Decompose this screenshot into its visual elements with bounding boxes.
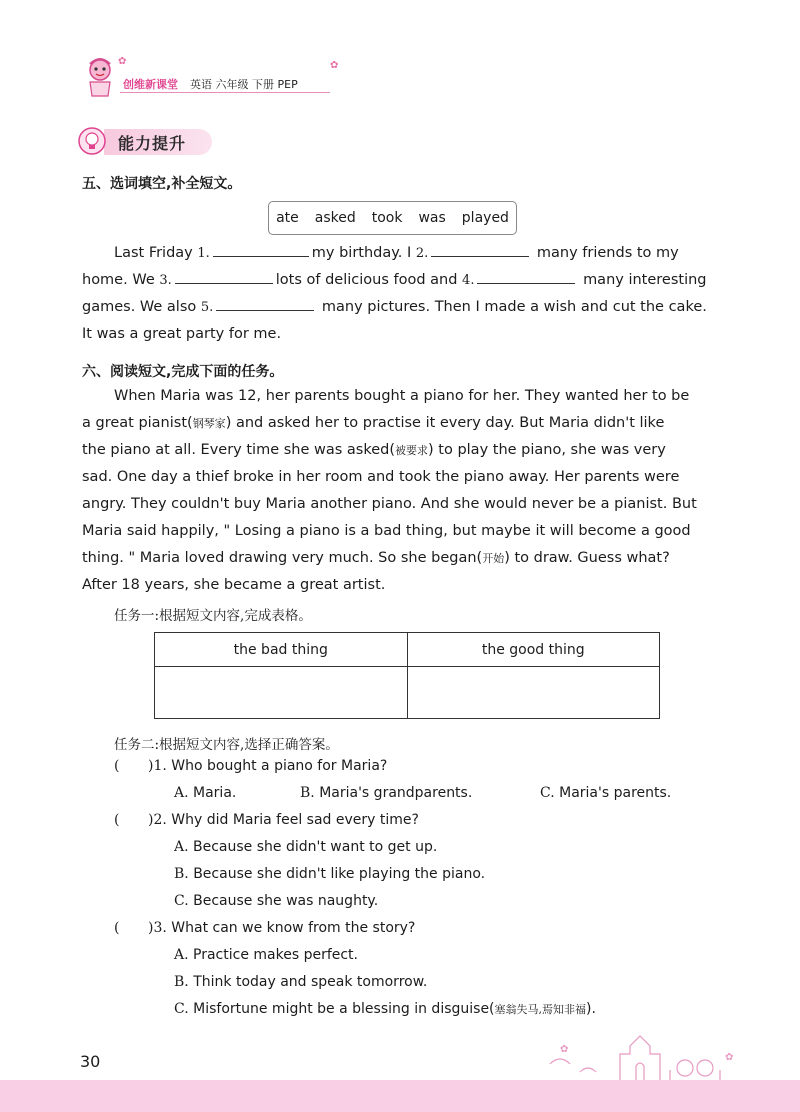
sparkle-icon: ✿: [330, 60, 339, 71]
blank-4[interactable]: [477, 268, 575, 284]
blank-5[interactable]: [216, 295, 314, 311]
option-b[interactable]: [174, 866, 485, 882]
passage-line: [82, 410, 664, 437]
blank-number: 5.: [200, 300, 214, 315]
option-text-end: ).: [586, 1001, 596, 1017]
option-letter: A.: [174, 785, 189, 801]
option-letter: C.: [540, 785, 555, 801]
task1-label: 任务一:根据短文内容,完成表格。: [114, 608, 312, 624]
option-text: Misfortune might be a blessing in disguise(: [193, 1001, 495, 1017]
passage-line: When Maria was 12, her parents bought a piano for her. They wanted her to be: [114, 388, 690, 404]
header-rule: [120, 92, 330, 93]
blank-2[interactable]: [431, 241, 529, 257]
question-text: Who bought a piano for Maria?: [171, 758, 388, 774]
question-1: [148, 758, 387, 774]
book-subtitle: 英语 六年级 下册 PEP: [190, 78, 298, 91]
text-run: my birthday. I: [311, 245, 412, 261]
option-b[interactable]: [174, 974, 427, 990]
question-3: [148, 920, 415, 936]
option-c[interactable]: [174, 893, 378, 909]
answer-paren[interactable]: [114, 920, 119, 936]
lightbulb-icon: [78, 127, 106, 155]
answer-paren[interactable]: [114, 812, 119, 828]
word-bank-item: took: [371, 210, 403, 226]
table-header-good: the good thing: [407, 633, 660, 667]
option-text: Think today and speak tomorrow.: [193, 974, 428, 990]
answer-paren[interactable]: [114, 758, 119, 774]
question-number: )2.: [148, 812, 167, 828]
option-letter: A.: [174, 947, 189, 963]
blank-3[interactable]: [175, 268, 273, 284]
q6-heading: 六、阅读短文,完成下面的任务。: [82, 364, 284, 380]
text-run: a great pianist(: [82, 415, 193, 431]
sparkle-icon: ✿: [118, 56, 127, 67]
blank-1[interactable]: [213, 241, 309, 257]
blank-number: 2.: [415, 246, 429, 261]
paren-open: (: [114, 920, 120, 936]
mascot-icon: [78, 54, 122, 98]
svg-text:✿: ✿: [725, 1052, 734, 1063]
blank-number: 3.: [159, 273, 172, 288]
q5-line: It was a great party for me.: [82, 326, 282, 342]
word-bank-item: asked: [314, 210, 356, 226]
q5-line: [82, 294, 707, 321]
text-run: lots of delicious food and: [275, 272, 458, 288]
option-letter: C.: [174, 893, 189, 909]
q5-heading: 五、选词填空,补全短文。: [82, 176, 242, 192]
option-letter: A.: [174, 839, 189, 855]
option-a[interactable]: [174, 839, 437, 855]
option-text: Because she was naughty.: [193, 893, 379, 909]
section-title: 能力提升: [118, 134, 187, 153]
answer-cell-good[interactable]: [407, 667, 660, 719]
question-number: )3.: [148, 920, 167, 936]
text-run: many friends to my: [536, 245, 679, 261]
text-run: Last Friday: [114, 245, 193, 261]
chinese-gloss: 开始: [482, 552, 505, 565]
option-text: Because she didn't want to get up.: [193, 839, 438, 855]
word-bank-item: was: [418, 210, 446, 226]
passage-line: sad. One day a thief broke in her room and took the piano away. Her parents were: [82, 469, 680, 485]
option-a[interactable]: [174, 947, 358, 963]
question-number: )1.: [148, 758, 167, 774]
page-number: 30: [80, 1052, 101, 1071]
option-text: Practice makes perfect.: [193, 947, 359, 963]
text-run: ) to draw. Guess what?: [504, 550, 670, 566]
word-bank: [268, 201, 517, 235]
blank-number: 4.: [462, 273, 475, 288]
option-text: Maria's parents.: [559, 785, 672, 801]
option-letter: B.: [174, 866, 189, 882]
chinese-gloss: 塞翁失马,焉知非福: [494, 1003, 587, 1016]
option-b[interactable]: [300, 785, 472, 801]
text-run: ) to play the piano, she was very: [428, 442, 666, 458]
paren-open: (: [114, 758, 120, 774]
option-c[interactable]: [174, 1001, 596, 1017]
option-c[interactable]: [540, 785, 671, 801]
option-letter: B.: [300, 785, 315, 801]
passage-line: angry. They couldn't buy Maria another piano. And she would never be a pianist. But: [82, 496, 697, 512]
text-run: many interesting: [583, 272, 707, 288]
word-bank-item: ate: [276, 210, 299, 226]
brand-title: 创维新课堂: [123, 78, 178, 91]
blank-number: 1.: [197, 246, 210, 261]
table-header-bad: the bad thing: [155, 633, 408, 667]
option-text: Maria's grandparents.: [319, 785, 473, 801]
answer-table: [154, 632, 660, 719]
passage-line: [82, 545, 670, 572]
castle-decoration-icon: [540, 1024, 740, 1080]
option-text: Because she didn't like playing the piano.: [193, 866, 486, 882]
text-run: the piano at all. Every time she was asked(: [82, 442, 396, 458]
question-2: [148, 812, 419, 828]
q5-line: [82, 267, 707, 294]
passage-line: Maria said happily, " Losing a piano is a bad thing, but maybe it will become a good: [82, 523, 691, 539]
answer-cell-bad[interactable]: [155, 667, 408, 719]
option-letter: C.: [174, 1001, 189, 1017]
text-run: home. We: [82, 272, 155, 288]
chinese-gloss: 被要求: [395, 444, 429, 457]
text-run: many pictures. Then I made a wish and cut the cake.: [321, 299, 707, 315]
passage-line: [82, 437, 666, 464]
option-letter: B.: [174, 974, 189, 990]
footer-band: [0, 1080, 800, 1112]
svg-text:✿: ✿: [560, 1044, 569, 1055]
task2-label: 任务二:根据短文内容,选择正确答案。: [114, 737, 339, 753]
chinese-gloss: 钢琴家: [192, 417, 226, 430]
question-text: What can we know from the story?: [171, 920, 416, 936]
option-text: Maria.: [193, 785, 237, 801]
option-a[interactable]: [174, 785, 236, 801]
text-run: games. We also: [82, 299, 197, 315]
paren-open: (: [114, 812, 120, 828]
text-run: ) and asked her to practise it every day. But Maria didn't like: [225, 415, 665, 431]
question-text: Why did Maria feel sad every time?: [171, 812, 419, 828]
passage-line: After 18 years, she became a great artist.: [82, 577, 386, 593]
word-bank-item: played: [461, 210, 509, 226]
q5-line: [114, 240, 679, 267]
text-run: thing. " Maria loved drawing very much. So she began(: [82, 550, 483, 566]
